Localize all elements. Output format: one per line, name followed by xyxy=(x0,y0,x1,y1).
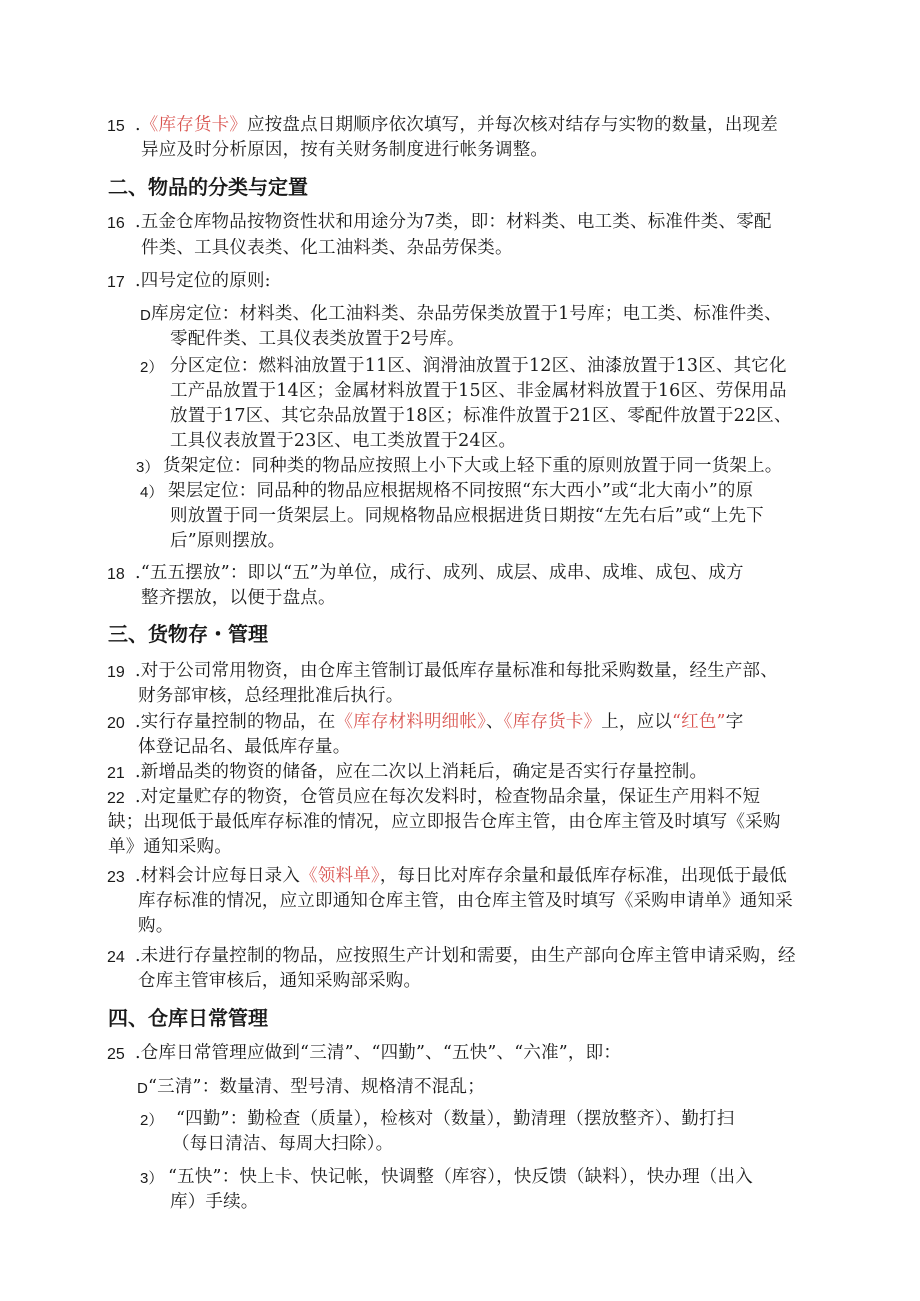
text: .实行存量控制的物品，在 xyxy=(135,712,336,732)
paragraph-line: 异应及时分析原因，按有关财务制度进行帐务调整。 xyxy=(141,140,549,160)
item-number: 18 xyxy=(107,566,125,583)
item-number: 25 xyxy=(107,1046,125,1063)
section-heading: 二、物品的分类与定置 xyxy=(108,175,308,199)
paragraph-line: 单》通知采购。 xyxy=(108,837,232,857)
item-number: 15 xyxy=(107,118,125,135)
highlight-text: “红色” xyxy=(672,712,726,732)
paragraph-line: 则放置于同一货架层上。同规格物品应根据进货日期按“左先右后”或“上先下 xyxy=(170,506,764,526)
paragraph-line xyxy=(135,711,743,733)
paragraph-line xyxy=(135,114,778,136)
sub-marker: 2） xyxy=(140,359,164,376)
paragraph-line: 货架定位：同种类的物品应按照上小下大或上轻下重的原则放置于同一货架上。 xyxy=(163,456,783,476)
paragraph-line: 分区定位：燃料油放置于11区、润滑油放置于12区、油漆放置于13区、其它化 xyxy=(170,356,787,376)
sub-marker: 4） xyxy=(140,484,164,501)
paragraph-line: 零配件类、工具仪表类放置于2号库。 xyxy=(170,329,465,349)
item-number: 23 xyxy=(107,869,125,886)
paragraph-line: 仓库主管审核后，通知采购部采购。 xyxy=(138,971,422,991)
text: .材料会计应每日录入 xyxy=(135,866,301,886)
paragraph-line: 工产品放置于14区；金属材料放置于15区、非金属材料放置于16区、劳保用品 xyxy=(170,381,787,401)
text: 字 xyxy=(725,712,744,732)
paragraph-line: 件类、工具仪表类、化工油料类、杂品劳保类。 xyxy=(141,238,513,258)
section-heading: 三、货物存・管理 xyxy=(108,622,268,646)
highlight-text: 《库存货卡》 xyxy=(503,712,602,732)
paragraph-line: 缺；出现低于最低库存标准的情况，应立即报告仓库主管，由仓库主管及时填写《采购 xyxy=(108,812,781,832)
sub-marker: 3） xyxy=(136,459,160,476)
paragraph-line: 体登记品名、最低库存量。 xyxy=(138,737,351,757)
highlight-text: 《库存货卡》 xyxy=(140,115,247,135)
text: 上，应以 xyxy=(601,712,672,732)
paragraph-line: .五金仓库物品按物资性状和用途分为7类，即：材料类、电工类、标准件类、零配 xyxy=(135,212,772,232)
highlight-text: 《领料单》 xyxy=(300,866,380,886)
item-number: 17 xyxy=(107,274,125,291)
paragraph-line: （每日清洁、每周大扫除）。 xyxy=(172,1134,394,1154)
paragraph-line: 后”原则摆放。 xyxy=(170,531,286,551)
paragraph-line: .四号定位的原则: xyxy=(135,271,271,291)
paragraph-line: 库）手续。 xyxy=(170,1192,259,1212)
dot: . xyxy=(135,115,141,135)
paragraph-line: .新增品类的物资的储备，应在二次以上消耗后，确定是否实行存量控制。 xyxy=(135,762,708,782)
paragraph-line xyxy=(135,865,787,887)
item-number: 16 xyxy=(107,215,125,232)
paragraph-line: 购。 xyxy=(138,916,174,936)
section-heading: 四、仓库日常管理 xyxy=(108,1006,268,1030)
item-number: 21 xyxy=(107,765,125,782)
sub-marker: 3） xyxy=(140,1170,164,1187)
paragraph-line: 库房定位：材料类、化工油料类、杂品劳保类放置于1号库；电工类、标准件类、 xyxy=(151,304,782,324)
highlight-text: 《库存材料明细帐》 xyxy=(335,712,487,732)
item-number: 19 xyxy=(107,664,125,681)
paragraph-line: .对于公司常用物资，由仓库主管制订最低库存量标准和每批采购数量，经生产部、 xyxy=(135,661,778,681)
paragraph-line: .“五五摆放”：即以“五”为单位，成行、成列、成层、成串、成堆、成包、成方 xyxy=(135,563,744,583)
paragraph-line: 放置于17区、其它杂品放置于18区；标准件放置于21区、零配件放置于22区、 xyxy=(170,406,792,426)
text: 、 xyxy=(486,712,504,732)
sub-marker: D xyxy=(140,307,151,324)
text: 应按盘点日期顺序依次填写，并每次核对结存与实物的数量，出现差 xyxy=(246,115,778,135)
paragraph-line: 架层定位：同品种的物品应根据规格不同按照“东大西小”或“北大南小”的原 xyxy=(168,481,754,501)
paragraph-line: “四勤”：勤检查（质量），检核对（数量），勤清理（摆放整齐）、勤打扫 xyxy=(176,1109,735,1129)
item-number: 22 xyxy=(107,790,125,807)
paragraph-line: 工具仪表放置于23区、电工类放置于24区。 xyxy=(170,431,517,451)
paragraph-line: 整齐摆放，以便于盘点。 xyxy=(141,588,336,608)
paragraph-line: 库存标准的情况，应立即通知仓库主管，由仓库主管及时填写《采购申请单》通知采 xyxy=(138,891,793,911)
paragraph-line: .对定量贮存的物资，仓管员应在每次发料时，检查物品余量，保证生产用料不短 xyxy=(135,787,761,807)
sub-marker: 2） xyxy=(140,1112,164,1129)
item-number: 20 xyxy=(107,715,125,732)
paragraph-line: “五快”：快上卡、快记帐，快调整（库容），快反馈（缺料），快办理（出入 xyxy=(168,1167,753,1187)
paragraph-line: 财务部审核，总经理批准后执行。 xyxy=(138,686,404,706)
item-number: 24 xyxy=(107,949,125,966)
paragraph-line: .未进行存量控制的物品，应按照生产计划和需要，由生产部向仓库主管申请采购，经 xyxy=(135,946,796,966)
paragraph-line: “三清”：数量清、型号清、规格清不混乱； xyxy=(148,1077,485,1097)
paragraph-line: .仓库日常管理应做到“三清”、“四勤”、“五快”、“六准”，即： xyxy=(135,1043,622,1063)
sub-marker: D xyxy=(137,1080,148,1097)
text: ，每日比对库存余量和最低库存标准，出现低于最低 xyxy=(379,866,787,886)
